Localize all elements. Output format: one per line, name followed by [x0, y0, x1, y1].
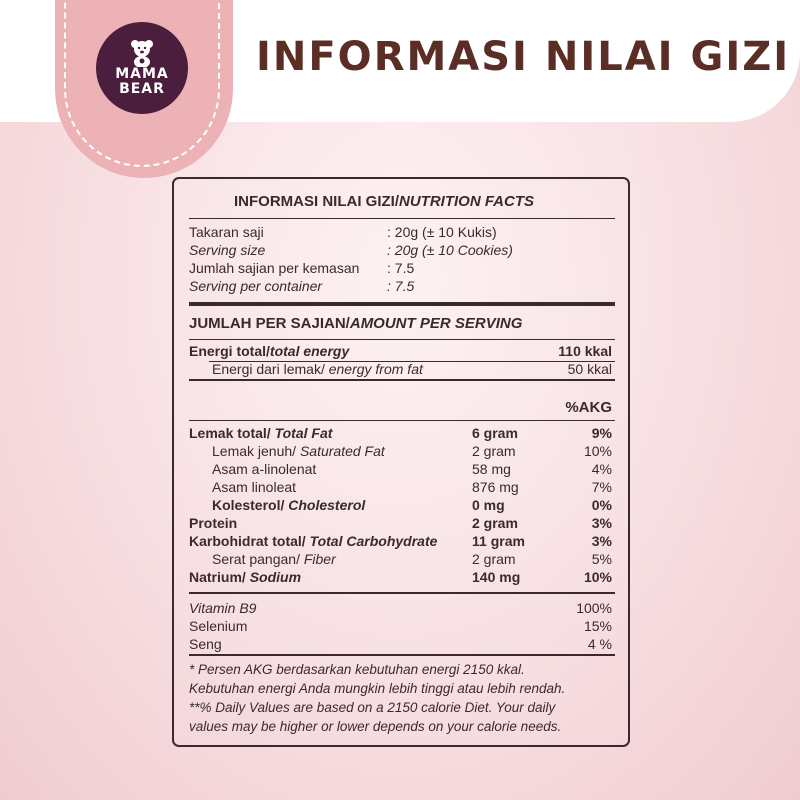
- nutrient-akg: 3%: [591, 533, 612, 549]
- divider: [189, 218, 615, 219]
- nutrient-akg: 4%: [591, 461, 612, 477]
- nutrient-name-en: Sodium: [249, 569, 302, 585]
- logo-text-bear: BEAR: [119, 81, 165, 97]
- nutrient-amount: 2 gram: [472, 515, 518, 531]
- nutrient-name-id: Natrium/: [189, 569, 250, 585]
- nutrient-name-id: Lemak total/: [189, 425, 275, 441]
- nutrient-akg: 10%: [583, 569, 612, 585]
- nutrient-name-en: Fiber: [303, 551, 336, 567]
- vitamin-akg: 15%: [583, 618, 612, 634]
- serving-value: : 20g (± 10 Cookies): [387, 242, 513, 258]
- nutrient-label: [189, 515, 237, 531]
- nutrition-facts-panel: [172, 177, 630, 747]
- divider: [189, 339, 615, 340]
- energy-fat-en: energy from fat: [328, 361, 423, 377]
- nutrient-name-en: Cholesterol: [288, 497, 366, 513]
- facts-title-en: NUTRITION FACTS: [399, 193, 534, 210]
- nutrient-name-id: Serat pangan/: [212, 551, 304, 567]
- nutrient-name-id: Kolesterol/: [212, 497, 289, 513]
- nutrient-name-id: Asam a-linolenat: [212, 461, 317, 477]
- nutrient-akg: 0%: [591, 497, 612, 513]
- footnote-line: **% Daily Values are based on a 2150 calorie Diet. Your daily: [189, 700, 556, 715]
- nutrient-amount: 2 gram: [472, 551, 516, 567]
- vitamin-label: Selenium: [189, 618, 248, 634]
- footnote-line: Kebutuhan energi Anda mungkin lebih tinggi atau lebih rendah.: [189, 681, 566, 696]
- nutrient-amount: 876 mg: [472, 479, 519, 495]
- amount-heading-id: JUMLAH PER SAJIAN/: [189, 315, 350, 332]
- footnote-line: values may be higher or lower depends on your calorie needs.: [189, 719, 562, 734]
- nutrient-amount: 58 mg: [472, 461, 511, 477]
- nutrient-label: [189, 569, 301, 585]
- nutrient-label: [212, 443, 385, 459]
- serving-label: Jumlah sajian per kemasan: [189, 260, 360, 276]
- nutrient-name-id: Asam linoleat: [212, 479, 297, 495]
- energy-total-en: total energy: [269, 343, 350, 359]
- nutrient-akg: 5%: [591, 551, 612, 567]
- serving-value: : 7.5: [387, 278, 415, 294]
- vitamin-akg: 4 %: [587, 636, 612, 652]
- nutrient-amount: 6 gram: [472, 425, 518, 441]
- facts-title: [234, 193, 534, 210]
- divider: [189, 379, 615, 381]
- divider: [189, 420, 615, 421]
- nutrient-name-en: Total Carbohydrate: [309, 533, 438, 549]
- nutrient-name-en: Total Fat: [274, 425, 333, 441]
- vitamin-label: Vitamin B9: [189, 600, 257, 616]
- nutrient-amount: 2 gram: [472, 443, 516, 459]
- nutrient-akg: 9%: [591, 425, 612, 441]
- amount-heading-en: AMOUNT PER SERVING: [349, 315, 523, 332]
- nutrient-amount: 11 gram: [472, 533, 525, 549]
- nutrient-label: [189, 425, 332, 441]
- facts-title-id: INFORMASI NILAI GIZI/: [234, 193, 399, 210]
- nutrient-name-en: Saturated Fat: [299, 443, 385, 459]
- nutrient-name-id: Lemak jenuh/: [212, 443, 300, 459]
- serving-label: Takaran saji: [189, 224, 264, 240]
- energy-fat-label: [212, 361, 423, 377]
- vitamin-label: Seng: [189, 636, 222, 652]
- nutrient-label: [212, 461, 316, 477]
- nutrient-name-id: Protein: [189, 515, 238, 531]
- nutrient-amount: 0 mg: [472, 497, 505, 513]
- nutrient-akg: 7%: [591, 479, 612, 495]
- footnote-line: * Persen AKG berdasarkan kebutuhan energi 2150 kkal.: [189, 662, 525, 677]
- nutrient-label: [212, 551, 336, 567]
- divider: [189, 592, 615, 594]
- logo-text-mama: MAMA: [115, 66, 169, 82]
- amount-per-serving-heading: [189, 315, 522, 332]
- nutrient-akg: 3%: [591, 515, 612, 531]
- energy-fat-value: 50 kkal: [567, 361, 612, 377]
- nutrient-akg: 10%: [583, 443, 612, 459]
- vitamin-akg: 100%: [576, 600, 612, 616]
- energy-fat-id: Energi dari lemak/: [212, 361, 329, 377]
- nutrient-label: [189, 533, 437, 549]
- divider: [189, 654, 615, 656]
- serving-value: : 20g (± 10 Kukis): [387, 224, 497, 240]
- bear-icon: [127, 37, 157, 67]
- nutrient-label: [212, 479, 296, 495]
- energy-total-label: [189, 343, 349, 359]
- serving-value: : 7.5: [387, 260, 415, 276]
- nutrient-name-id: Karbohidrat total/: [189, 533, 310, 549]
- serving-label: Serving size: [189, 242, 266, 258]
- page-title: INFORMASI NILAI GIZI: [256, 34, 791, 80]
- energy-total-id: Energi total/: [189, 343, 270, 359]
- divider-thick: [189, 302, 615, 306]
- nutrient-label: [212, 497, 365, 513]
- akg-header: %AKG: [565, 399, 612, 416]
- serving-label: Serving per container: [189, 278, 323, 294]
- nutrient-amount: 140 mg: [472, 569, 521, 585]
- brand-logo: [96, 22, 188, 114]
- energy-total-value: 110 kkal: [558, 343, 612, 359]
